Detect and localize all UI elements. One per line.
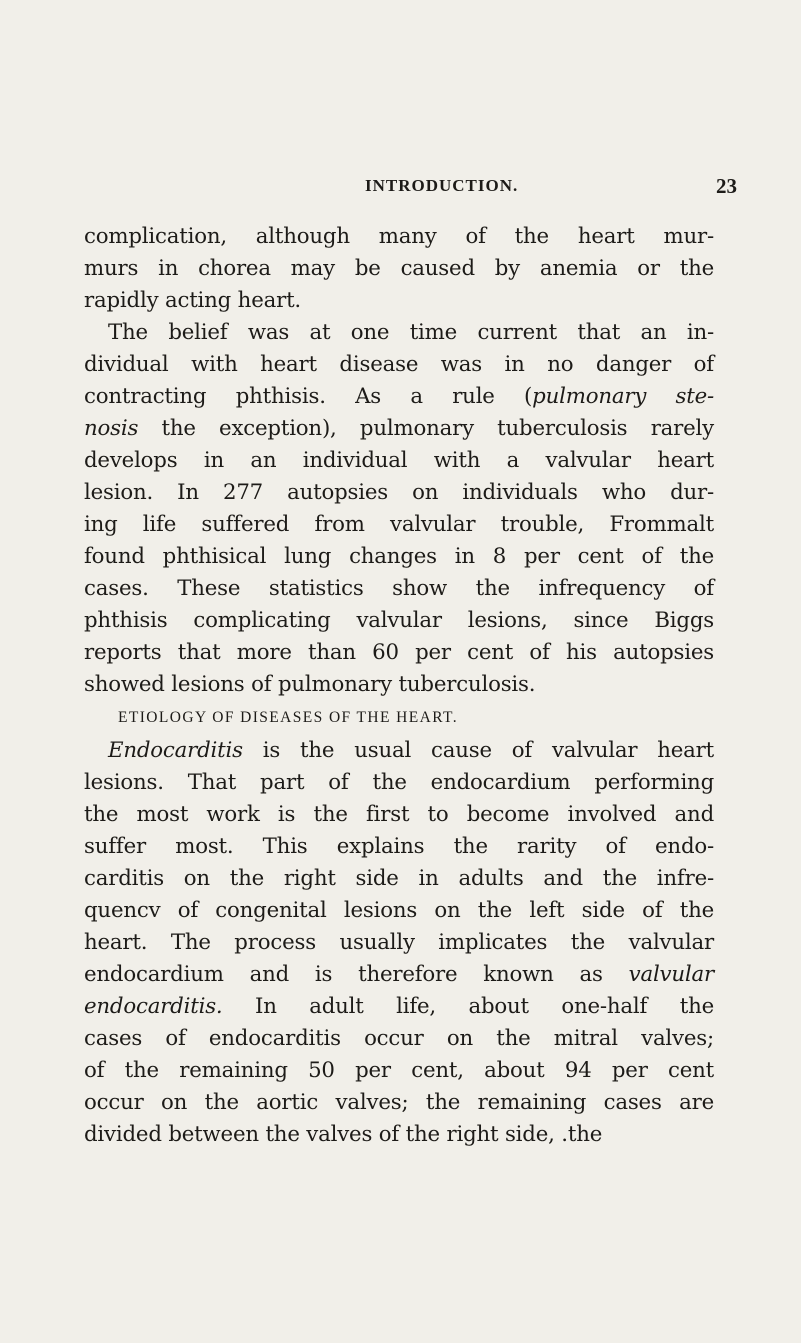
italic-term: endocarditis. xyxy=(84,994,223,1019)
italic-term: Endocarditis xyxy=(108,738,243,763)
text-line: cases. These statistics show the infrequency of xyxy=(84,576,714,601)
text-line: quencv of congenital lesions on the left side of the xyxy=(84,898,714,923)
text-line: cases of endocarditis occur on the mitral valves; xyxy=(84,1026,714,1051)
text-line xyxy=(84,991,714,1023)
running-title: INTRODUCTION. xyxy=(365,176,519,195)
italic-term: pulmonary ste- xyxy=(532,384,715,409)
text-line xyxy=(84,381,714,413)
text-line: ing life suffered from valvular trouble, Frommalt xyxy=(84,512,714,537)
text-line xyxy=(84,735,714,767)
text-line: of the remaining 50 per cent, about 94 per cent xyxy=(84,1058,714,1083)
text-line: carditis on the right side in adults and the infre- xyxy=(84,866,714,891)
text-line: complication, although many of the heart mur- xyxy=(84,224,714,249)
text-line: murs in chorea may be caused by anemia or the xyxy=(84,256,714,281)
text-line: occur on the aortic valves; the remaining cases are xyxy=(84,1090,714,1115)
italic-term: valvular xyxy=(628,962,714,987)
text-fragment: contracting phthisis. As a rule ( xyxy=(84,384,533,409)
text-line xyxy=(84,413,714,445)
page-number: 23 xyxy=(716,174,737,198)
running-head xyxy=(0,176,801,204)
text-fragment: is the usual cause of valvular heart xyxy=(242,738,714,763)
text-line: The belief was at one time current that an in- xyxy=(108,320,714,345)
text-line: rapidly acting heart. xyxy=(84,288,302,313)
text-line xyxy=(84,959,714,991)
body-text xyxy=(84,221,714,1151)
text-fragment: In adult life, about one-half the xyxy=(222,994,714,1019)
text-line: heart. The process usually implicates the valvular xyxy=(84,930,714,955)
text-fragment: the exception), pulmonary tuberculosis rarely xyxy=(138,416,714,441)
text-line: the most work is the first to become involved and xyxy=(84,802,714,827)
text-line: dividual with heart disease was in no danger of xyxy=(84,352,714,377)
text-line: phthisis complicating valvular lesions, since Biggs xyxy=(84,608,714,633)
text-fragment: endocardium and is therefore known as xyxy=(84,962,629,987)
section-heading: ETIOLOGY OF DISEASES OF THE HEART. xyxy=(118,709,459,726)
text-line: found phthisical lung changes in 8 per cent of the xyxy=(84,544,714,569)
text-line: lesions. That part of the endocardium performing xyxy=(84,770,714,795)
text-line: suffer most. This explains the rarity of endo- xyxy=(84,834,714,859)
text-line: divided between the valves of the right side, .the xyxy=(84,1122,603,1147)
italic-term: nosis xyxy=(84,416,139,441)
text-line: lesion. In 277 autopsies on individuals who dur- xyxy=(84,480,714,505)
text-line: reports that more than 60 per cent of his autopsies xyxy=(84,640,714,665)
text-line: showed lesions of pulmonary tuberculosis. xyxy=(84,672,536,697)
text-line: develops in an individual with a valvular heart xyxy=(84,448,714,473)
